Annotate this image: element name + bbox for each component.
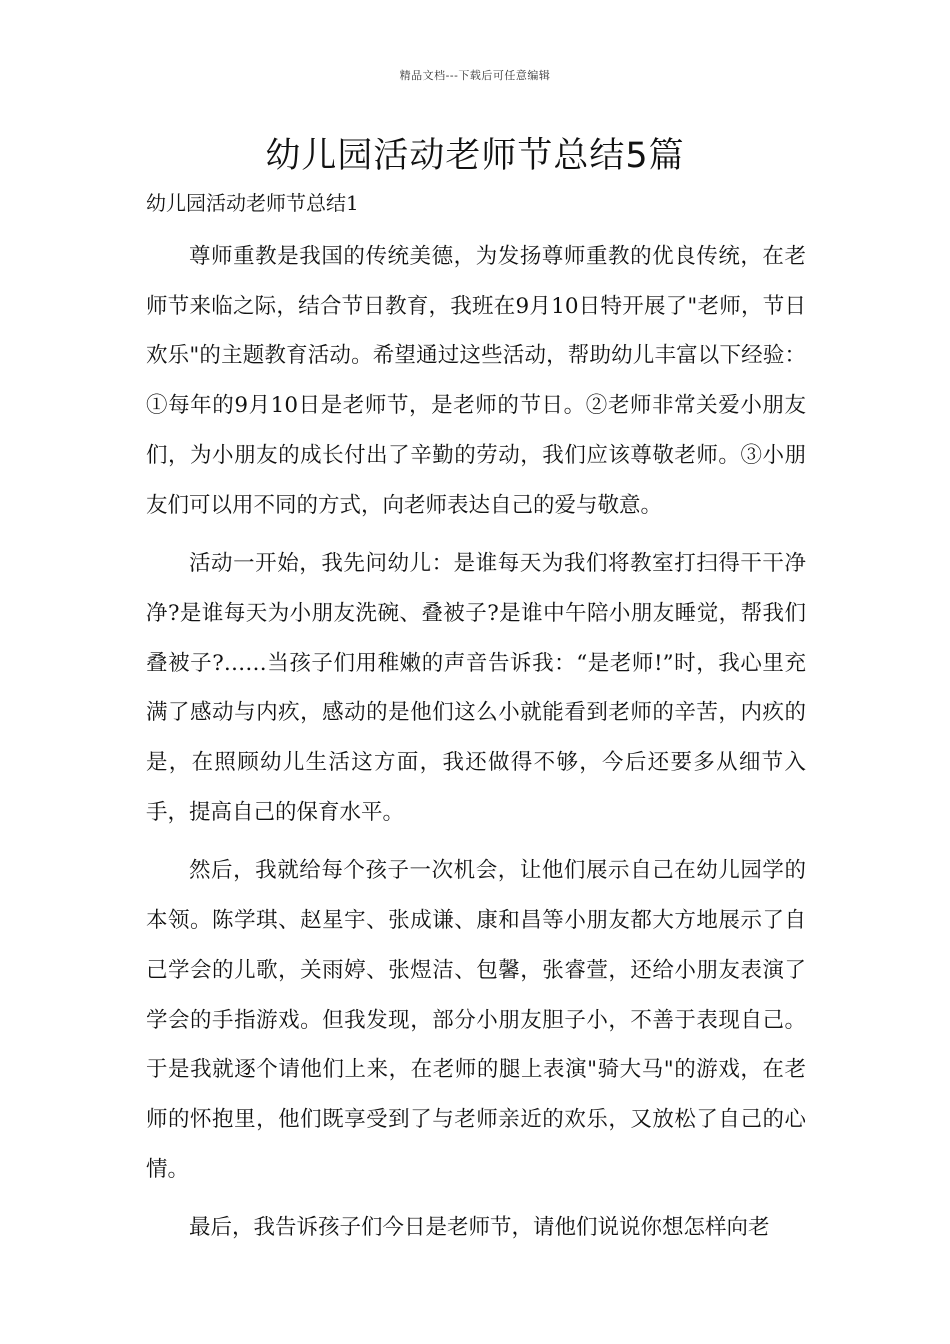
section-heading: 幼儿园活动老师节总结1 (146, 191, 359, 215)
document-title: 幼儿园活动老师节总结5篇 (265, 136, 685, 176)
body-text (146, 232, 806, 1262)
header-note: 精品文档---下载后可任意编辑 (399, 69, 551, 82)
paragraph: 然后，我就给每个孩子一次机会，让他们展示自己在幼儿园学的本领。陈学琪、赵星宇、张成谦、康和昌等小朋友都大方地展示了自己学会的儿歌，关雨婷、张煜洁、包馨，张睿萱，还给小朋友表演了学会的手指游戏。但我发现，部分小朋友胆子小，不善于表现自己。于是我就逐个请他们上来，在老师的腿上表演"骑大马"的游戏，在老师的怀抱里，他们既享受到了与老师亲近的欢乐，又放松了自己的心情。 (146, 858, 806, 1182)
paragraph: 最后，我告诉孩子们今日是老师节，请他们说说你想怎样向老 (189, 1215, 770, 1241)
paragraph: 尊师重教是我国的传统美德，为发扬尊师重教的优良传统，在老师节来临之际，结合节日教育，我班在9月10日特开展了"老师，节日欢乐"的主题教育活动。希望通过这些活动，帮助幼儿丰富以下经验：①每年的9月10日是老师节，是老师的节日。②老师非常关爱小朋友们，为小朋友的成长付出了辛勤的劳动，我们应该尊敬老师。③小朋友们可以用不同的方式，向老师表达自己的爱与敬意。 (146, 244, 806, 518)
paragraph: 活动一开始，我先问幼儿：是谁每天为我们将教室打扫得干干净净?是谁每天为小朋友洗碗、叠被子?是谁中午陪小朋友睡觉，帮我们叠被子?……当孩子们用稚嫩的声音告诉我：“是老师!”时，我心里充满了感动与内疚，感动的是他们这么小就能看到老师的辛苦，内疚的是，在照顾幼儿生活这方面，我还做得不够，今后还要多从细节入手，提高自己的保育水平。 (146, 551, 806, 825)
